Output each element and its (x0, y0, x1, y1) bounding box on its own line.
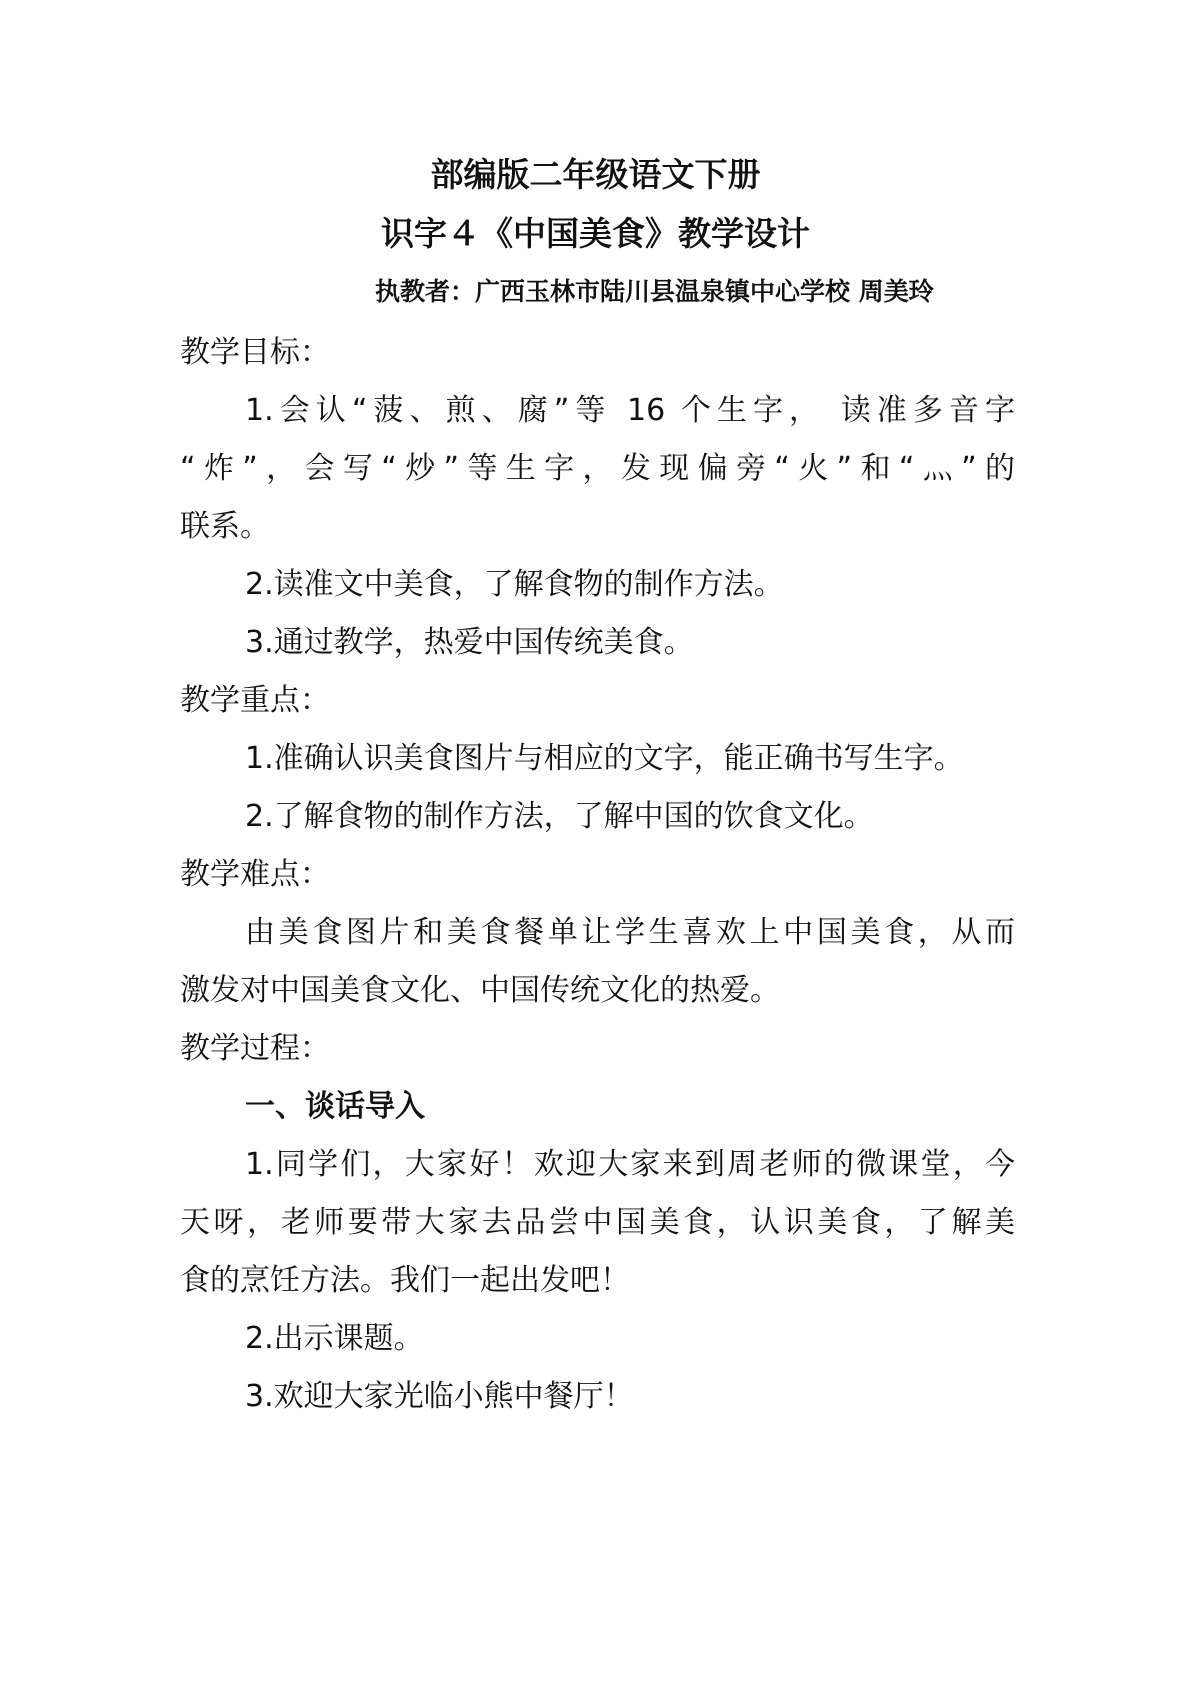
teaching-objectives-heading: 教学目标： (180, 335, 330, 370)
difficulties-heading: 教学难点： (180, 857, 330, 892)
key-point-1: 1.准确认识美食图片与相应的文字，能正确书写生字。 (245, 741, 964, 776)
document-title-line-1: 部编版二年级语文下册 (430, 155, 761, 194)
key-points-heading: 教学重点： (180, 683, 330, 718)
objective-3: 3.通过教学，热爱中国传统美食。 (245, 625, 694, 660)
key-point-2: 2.了解食物的制作方法，了解中国的饮食文化。 (245, 799, 874, 834)
objective-1-line-2: “炸”，会写“炒”等生字，发现偏旁“火”和“灬”的 (180, 451, 1015, 486)
document-author: 执教者：广西玉林市陆川县温泉镇中心学校 周美玲 (375, 277, 934, 306)
difficulty-line-1: 由美食图片和美食餐单让学生喜欢上中国美食，从而 (245, 915, 1015, 950)
difficulty-line-2: 激发对中国美食文化、中国传统文化的热爱。 (180, 973, 780, 1008)
step-3: 3.欢迎大家光临小熊中餐厅！ (245, 1379, 634, 1414)
document-title-line-2: 识字４《中国美食》教学设计 (381, 214, 810, 253)
objective-2: 2.读准文中美食，了解食物的制作方法。 (245, 567, 784, 602)
step-1-line-2: 天呀，老师要带大家去品尝中国美食，认识美食，了解美 (180, 1205, 1015, 1240)
teaching-process-heading: 教学过程： (180, 1031, 330, 1066)
step-1-line-1: 1.同学们，大家好！欢迎大家来到周老师的微课堂，今 (245, 1147, 1015, 1182)
objective-1-line-1: 1.会认“菠、煎、腐”等 16 个生字， 读准多音字 (245, 393, 1015, 428)
part-one-heading: 一、谈话导入 (245, 1089, 425, 1124)
step-2: 2.出示课题。 (245, 1321, 424, 1356)
objective-1-line-3: 联系。 (180, 509, 270, 544)
step-1-line-3: 食的烹饪方法。我们一起出发吧！ (180, 1263, 630, 1298)
